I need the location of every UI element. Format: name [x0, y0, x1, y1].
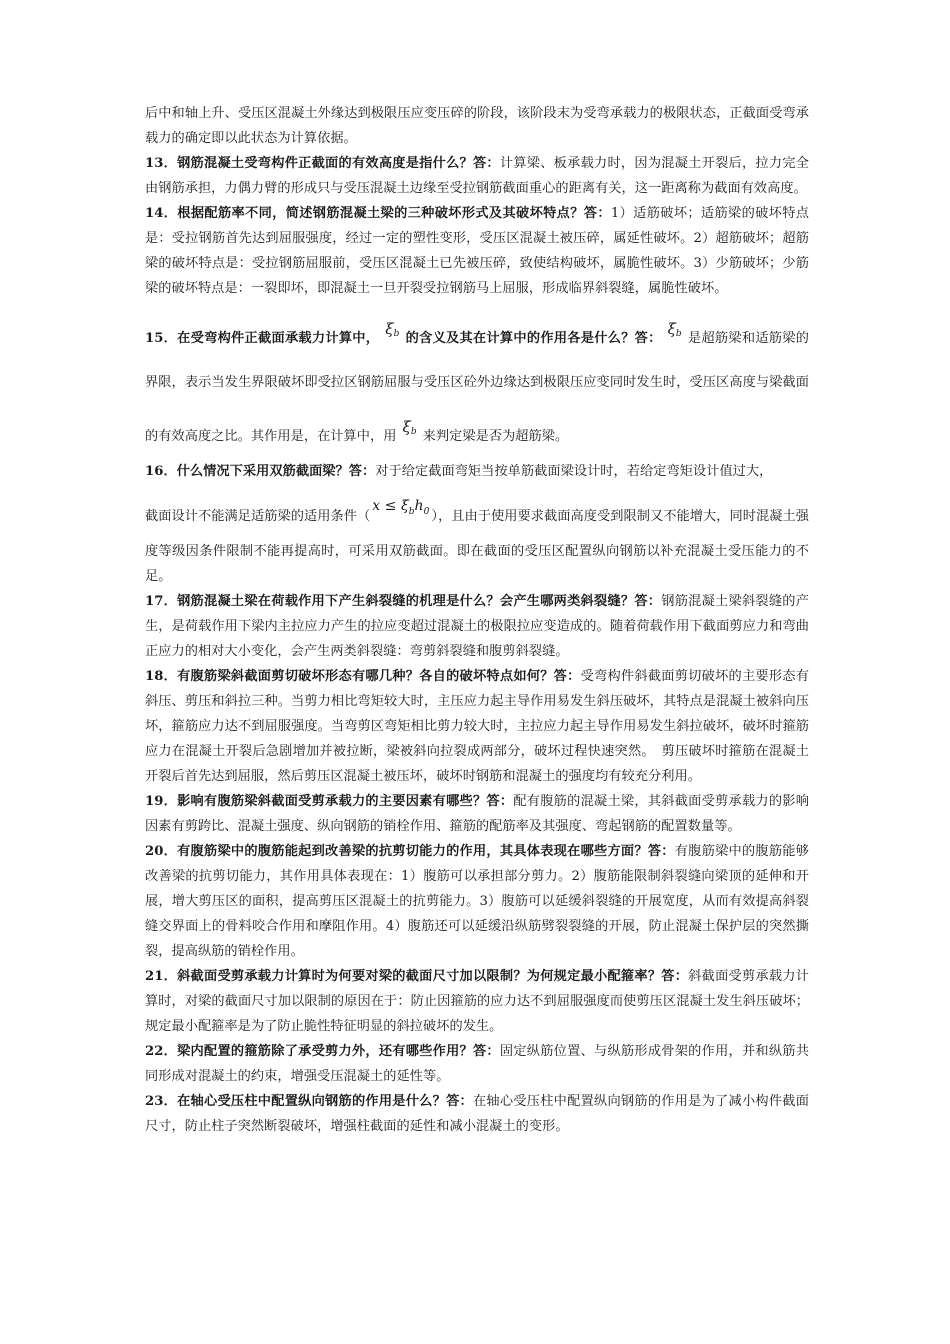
question-22-title: 22．梁内配置的箍筋除了承受剪力外，还有哪些作用？答： [145, 1044, 500, 1059]
question-16-answer-part1: 对于给定截面弯矩当按单筋截面梁设计时，若给定弯矩设计值过大， [375, 464, 773, 479]
question-22-answer: 固定纵筋位置、与纵筋形成骨架的作用，并和纵筋共同形成对混凝土的约束，增强受压混凝土的延性等。 [145, 1044, 809, 1084]
question-22 [145, 1039, 809, 1089]
intro-paragraph: 后中和轴上升、受压区混凝土外缘达到极限压应变压碎的阶段，该阶段末为受弯承载力的极限状态，正截面受弯承载力的确定即以此状态为计算依据。 [145, 106, 809, 146]
question-18-answer: 受弯构件斜截面剪切破坏的主要形态有斜压、剪压和斜拉三种。当剪力相比弯矩较大时，主压应力起主导作用易发生斜压破坏，其特点是混凝土被斜向压坏，箍筋应力达不到屈服强度。当弯剪区弯矩相比剪力较大时，主拉应力起主导作用易发生斜拉破坏，破坏时箍筋应力在混凝土开裂后急剧增加并被拉断，梁被斜向拉裂成两部分，破坏过程快速突然。 剪压破坏时箍筋在混凝土开裂后首先达到屈服，然后剪压区混凝土被压坏，破坏时钢筋和混凝土的强度均有较充分利用。 [145, 669, 809, 784]
question-23-title: 23．在轴心受压柱中配置纵向钢筋的作用是什么？答： [145, 1094, 473, 1109]
question-16-title: 16．什么情况下采用双筋截面梁？答： [145, 464, 376, 479]
question-15-answer-part2: 高度与梁截面的有效高度之比。其作用是，在计算中，用 [145, 375, 809, 444]
question-13-answer: 计算梁、板承载力时，因为混凝土开裂后，拉力完全由钢筋承担，力偶力臂的形成只与受压混凝土边缘至受拉钢筋截面重心的距离有关，这一距离称为截面有效高度。 [145, 156, 809, 196]
question-15 [145, 307, 809, 459]
question-19 [145, 789, 809, 839]
applicability-condition-formula: $x \le \xi_bh_0$ [372, 498, 430, 517]
question-17-answer: 钢筋混凝土梁斜裂缝的产生，是荷载作用下梁内主拉应力产生的拉应变超过混凝土的极限拉应变造成的。随着荷载作用下截面剪应力和弯曲正应力的相对大小变化，会产生两类斜裂缝：弯剪斜裂缝和腹剪斜裂缝。 [145, 594, 809, 659]
document-body [145, 101, 809, 1139]
question-23-answer: 在轴心受压柱中配置纵向钢筋的作用是为了减小构件截面尺寸，防止柱子突然断裂破坏，增强柱截面的延性和减小混凝土的变形。 [145, 1094, 809, 1134]
question-15-answer-part1: 是超筋梁和适筋梁的界限，表示当发生界限破坏即受拉区钢筋屈服与受压区砼外边缘达到极限压应变同时发生时，受压区 [145, 331, 809, 390]
question-18-title: 18．有腹筋梁斜截面剪切破坏形态有哪几种？各自的破坏特点如何？答： [145, 669, 581, 684]
question-15-title-part2: 的含义及其在计算中的作用各是什么？答： [405, 331, 662, 346]
question-14-title: 14．根据配筋率不同，简述钢筋混凝土梁的三种破坏形式及其破坏特点？答： [145, 206, 611, 221]
question-23 [145, 1089, 809, 1139]
question-16-answer-part3: ），且由于使用要求截面高度受到限制又不能增大，同时混凝土强度等级因条件限制不能再提高时，可采用双筋截面。即在截面的受压区配置纵向钢筋以补充混凝土受压能力的不足。 [145, 509, 809, 584]
question-13 [145, 151, 809, 201]
question-19-answer: 配有腹筋的混凝土梁，其斜截面受剪承载力的影响因素有剪跨比、混凝土强度、纵向钢筋的销栓作用、箍筋的配筋率及其强度、弯起钢筋的配置数量等。 [145, 794, 809, 834]
question-19-title: 19．影响有腹筋梁斜截面受剪承载力的主要因素有哪些？答： [145, 794, 514, 809]
question-14-answer: 1）适筋破坏；适筋梁的破坏特点是：受拉钢筋首先达到屈服强度，经过一定的塑性变形，受压区混凝土被压碎，属延性破坏。2）超筋破坏；超筋梁的破坏特点是：受拉钢筋屈服前，受压区混凝土已先被压碎，致使结构破坏，属脆性破坏。3）少筋破坏；少筋梁的破坏特点是：一裂即坏，即混凝土一旦开裂受拉钢筋马上屈服，形成临界斜裂缝，属脆性破坏。 [145, 206, 809, 296]
xi-b-symbol: $\xi_b$ [385, 320, 400, 339]
question-15-title-part1: 15．在受弯构件正截面承载力计算中， [145, 331, 380, 346]
question-14 [145, 201, 809, 301]
question-17-title: 17．钢筋混凝土梁在荷载作用下产生斜裂缝的机理是什么？会产生哪两类斜裂缝？答： [145, 594, 662, 609]
question-21-answer: 斜截面受剪承载力计算时，对梁的截面尺寸加以限制的原因在于：防止因箍筋的应力达不到屈服强度而使剪压区混凝土发生斜压破坏；规定最小配箍率是为了防止脆性特征明显的斜拉破坏的发生。 [145, 969, 809, 1034]
question-13-title: 13．钢筋混凝土受弯构件正截面的有效高度是指什么？答： [145, 156, 500, 171]
question-20-answer: 有腹筋梁中的腹筋能够改善梁的抗剪切能力，其作用具体表现在：1）腹筋可以承担部分剪力。2）腹筋能限制斜裂缝向梁顶的延伸和开展，增大剪压区的面积，提高剪压区混凝土的抗剪能力。3）腹筋可以延缓斜裂缝的开展宽度，从而有效提高斜裂缝交界面上的骨料咬合作用和摩阻作用。4）腹筋还可以延缓沿纵筋劈裂裂缝的开展，防止混凝土保护层的突然撕裂，提高纵筋的销栓作用。 [145, 844, 809, 959]
question-20-title: 20．有腹筋梁中的腹筋能起到改善梁的抗剪切能力的作用，其具体表现在哪些方面？答： [145, 844, 675, 859]
question-16-answer-part2: 截面设计不能满足适筋梁的适用条件（ [145, 509, 371, 524]
xi-b-symbol: $\xi_b$ [667, 320, 682, 339]
question-17 [145, 589, 809, 664]
question-16 [145, 459, 809, 589]
question-15-answer-part3: 来判定梁是否为超筋梁。 [422, 429, 569, 444]
question-21 [145, 964, 809, 1039]
xi-b-symbol: $\xi_b$ [402, 418, 417, 437]
question-21-title: 21．斜截面受剪承载力计算时为何要对梁的截面尺寸加以限制？为何规定最小配箍率？答： [145, 969, 689, 984]
question-20 [145, 839, 809, 964]
question-18 [145, 664, 809, 789]
